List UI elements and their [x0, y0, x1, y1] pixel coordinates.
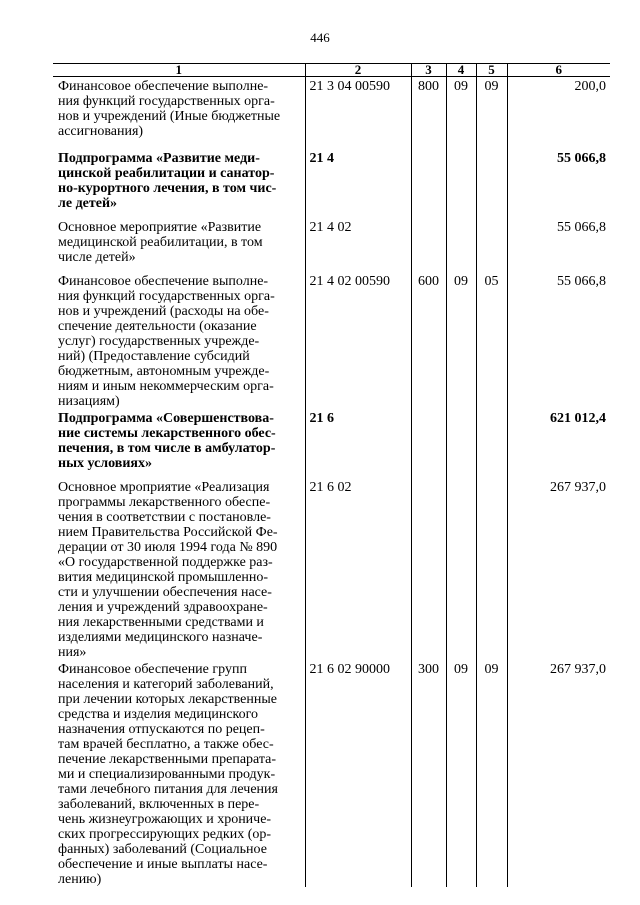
row-expense-type-cell: 600 — [411, 272, 446, 409]
table-row — [53, 478, 610, 660]
row-section-cell — [446, 149, 476, 218]
column-number-header: 6 — [507, 64, 610, 77]
row-subsection-cell: 05 — [476, 272, 507, 409]
row-subsection-cell: 09 — [476, 77, 507, 150]
row-amount-cell: 200,0 — [507, 77, 610, 150]
column-number-header: 3 — [411, 64, 446, 77]
row-section-cell: 09 — [446, 77, 476, 150]
row-section-cell — [446, 478, 476, 660]
column-number-header: 1 — [53, 64, 305, 77]
row-name-cell: Основное мероприятие «Развитие медицинской реабилитации, в том числе детей» — [58, 220, 263, 265]
row-expense-type-cell: 300 — [411, 660, 446, 887]
row-name-cell: Финансовое обеспечение выполне- ния функций государственных орга- нов и учреждений (расходы на обе- спечение деятельности (оказание услуг) государственных учрежде- ний) (Предоставление субсидий бюджетным, автономным учрежде- ниям и иным некоммерческим орга- низациям) — [58, 274, 275, 409]
row-section-cell — [446, 218, 476, 272]
table-row — [53, 218, 610, 272]
row-subsection-cell — [476, 409, 507, 478]
row-code-cell: 21 4 02 — [305, 218, 411, 272]
row-expense-type-cell: 800 — [411, 77, 446, 150]
row-code-cell: 21 3 04 00590 — [305, 77, 411, 150]
row-subsection-cell: 09 — [476, 660, 507, 887]
column-number-row — [53, 64, 610, 77]
column-number-header: 5 — [476, 64, 507, 77]
row-name-cell: Основное мроприятие «Реализация программы лекарственного обеспе- чения в соответствии с постановле- нием Правительства Российской Фе- дерации от 30 июля 1994 года № 890 «О государственной поддержке раз- вития медицинской промышленно- сти и улучшении обеспечения насе- ления и учреждений здравоохране- ния лекарственными средствами и изделиями медицинского назначе- ния» — [58, 480, 278, 660]
row-subsection-cell — [476, 149, 507, 218]
row-section-cell — [446, 409, 476, 478]
row-amount-cell: 55 066,8 — [507, 272, 610, 409]
row-expense-type-cell — [411, 478, 446, 660]
row-amount-cell: 267 937,0 — [507, 660, 610, 887]
page-number: 446 — [310, 30, 330, 45]
row-name-cell: Финансовое обеспечение выполне- ния функций государственных орга- нов и учреждений (Иные бюджетные ассигнования) — [58, 79, 281, 139]
column-number-header: 4 — [446, 64, 476, 77]
budget-table — [53, 63, 610, 887]
table-row — [53, 409, 610, 478]
row-amount-cell: 267 937,0 — [507, 478, 610, 660]
row-expense-type-cell — [411, 409, 446, 478]
table-row — [53, 149, 610, 218]
row-name-cell: Подпрограмма «Совершенствова- ние системы лекарственного обес- печения, в том числе в амбулатор- ных условиях» — [58, 411, 276, 471]
row-amount-cell: 55 066,8 — [507, 149, 610, 218]
row-name-cell: Подпрограмма «Развитие меди- цинской реабилитации и санатор- но-курортного лечения, в том чис- ле детей» — [58, 151, 277, 211]
row-subsection-cell — [476, 478, 507, 660]
row-section-cell: 09 — [446, 660, 476, 887]
table-row — [53, 272, 610, 409]
row-amount-cell: 621 012,4 — [507, 409, 610, 478]
row-subsection-cell — [476, 218, 507, 272]
row-code-cell: 21 4 02 00590 — [305, 272, 411, 409]
row-code-cell: 21 6 02 — [305, 478, 411, 660]
row-code-cell: 21 4 — [305, 149, 411, 218]
row-name-cell: Финансовое обеспечение групп населения и категорий заболеваний, при лечении которых лекарственные средства и изделия медицинского назначения отпускаются по рецеп- там врачей бесплатно, а также обес- печение лекарственными препарата- ми и специализированными продук- тами лечебного питания для лечения заболеваний, включенных в пере- чень жизнеугрожающих и хрониче- ских прогрессирующих редких (ор- фанных) заболеваний (Социальное обеспечение и иные выплаты насе- лению) — [58, 662, 278, 887]
row-code-cell: 21 6 02 90000 — [305, 660, 411, 887]
row-expense-type-cell — [411, 218, 446, 272]
row-code-cell: 21 6 — [305, 409, 411, 478]
table-row — [53, 77, 610, 150]
row-section-cell: 09 — [446, 272, 476, 409]
table-row — [53, 660, 610, 887]
row-amount-cell: 55 066,8 — [507, 218, 610, 272]
column-number-header: 2 — [305, 64, 411, 77]
row-expense-type-cell — [411, 149, 446, 218]
